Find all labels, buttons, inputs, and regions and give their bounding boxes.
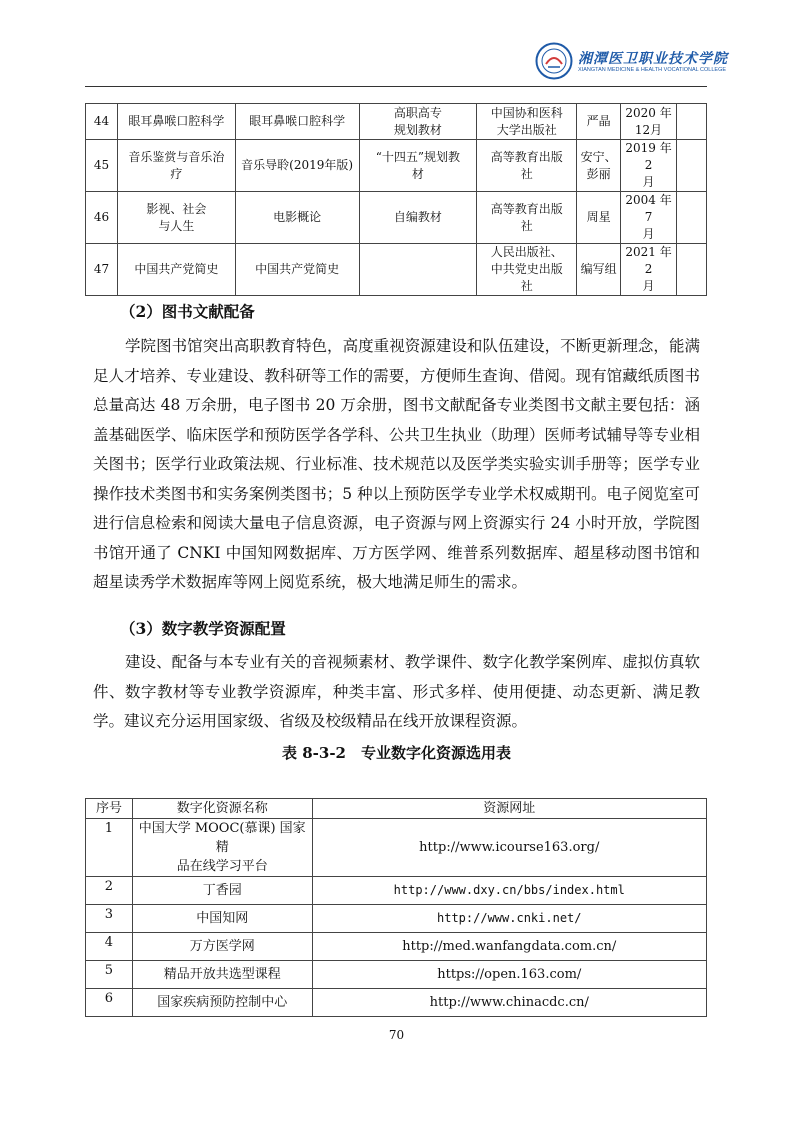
table-cell: 中国知网 xyxy=(132,905,312,933)
table-cell: 46 xyxy=(86,192,118,244)
table-cell: 2 xyxy=(86,877,133,905)
paragraph-library xyxy=(93,332,700,598)
paragraph-digital-text: 建设、配备与本专业有关的音视频素材、教学课件、数字化教学案例库、虚拟仿真软件、数字教材等专业教学资源库，种类丰富、形式多样、使用便捷、动态更新、满足教学。建议充分运用国家级、省级及校级精品在线开放课程资源。 xyxy=(93,653,700,730)
table-cell: 中国共产党简史 xyxy=(235,244,359,296)
table-cell: 3 xyxy=(86,905,133,933)
table-cell: 音乐导聆(2019年版) xyxy=(235,140,359,192)
table-row xyxy=(86,192,707,244)
table-cell: 编写组 xyxy=(577,244,621,296)
table-cell: 音乐鉴赏与音乐治 疗 xyxy=(117,140,235,192)
table-cell: 中国共产党简史 xyxy=(117,244,235,296)
table-cell: 6 xyxy=(86,989,133,1017)
table-cell: 2019 年2 月 xyxy=(621,140,677,192)
table-cell: 44 xyxy=(86,104,118,140)
table-row xyxy=(86,244,707,296)
table-cell: 周星 xyxy=(577,192,621,244)
table-cell: 眼耳鼻喉口腔科学 xyxy=(235,104,359,140)
digital-resource-table xyxy=(85,798,707,1017)
table-row xyxy=(86,933,707,961)
table-cell: 严晶 xyxy=(577,104,621,140)
table-cell xyxy=(359,244,477,296)
header-cell: 资源网址 xyxy=(312,799,706,819)
table-cell xyxy=(677,244,707,296)
table-cell: 安宁、 彭丽 xyxy=(577,140,621,192)
table-row xyxy=(86,104,707,140)
table-cell: 精品开放共选型课程 xyxy=(132,961,312,989)
table-cell: 国家疾病预防控制中心 xyxy=(132,989,312,1017)
table-cell: 中国大学 MOOC(慕课) 国家精 品在线学习平台 xyxy=(132,819,312,877)
table-cell: 高等教育出版 社 xyxy=(477,140,577,192)
table-cell: 万方医学网 xyxy=(132,933,312,961)
table-row xyxy=(86,819,707,877)
table-cell xyxy=(677,192,707,244)
table-cell: 1 xyxy=(86,819,133,877)
college-logo xyxy=(535,42,728,82)
table-cell: 2021 年2 月 xyxy=(621,244,677,296)
table-cell: 影视、社会 与人生 xyxy=(117,192,235,244)
table-cell: 丁香园 xyxy=(132,877,312,905)
header-cell: 序号 xyxy=(86,799,133,819)
table-row xyxy=(86,905,707,933)
table-header-row xyxy=(86,799,707,819)
table-cell: “十四五”规划教 材 xyxy=(359,140,477,192)
table-row xyxy=(86,877,707,905)
resource-url-link[interactable]: http://www.icourse163.org/ xyxy=(312,819,706,877)
table-row xyxy=(86,989,707,1017)
college-name-en: XIANGTAN MEDICINE & HEALTH VOCATIONAL COLLEGE xyxy=(578,67,727,73)
table-caption: 表 8-3-2 专业数字化资源选用表 xyxy=(282,744,511,762)
resource-url-link[interactable]: https://open.163.com/ xyxy=(312,961,706,989)
page-number: 70 xyxy=(388,1028,405,1042)
table-cell: 人民出版社、 中共党史出版 社 xyxy=(477,244,577,296)
paragraph-digital xyxy=(93,648,700,737)
table-cell: 2004 年7 月 xyxy=(621,192,677,244)
section-heading-digital: （3）数字教学资源配置 xyxy=(120,619,286,638)
table-cell: 45 xyxy=(86,140,118,192)
section-heading-library: （2）图书文献配备 xyxy=(120,302,255,321)
resource-url-link[interactable]: http://www.chinacdc.cn/ xyxy=(312,989,706,1017)
table-cell: 中国协和医科 大学出版社 xyxy=(477,104,577,140)
resource-url-link[interactable]: http://www.cnki.net/ xyxy=(312,905,706,933)
table-cell: 电影概论 xyxy=(235,192,359,244)
table-row xyxy=(86,961,707,989)
table-cell xyxy=(677,140,707,192)
table-cell: 自编教材 xyxy=(359,192,477,244)
table-cell: 眼耳鼻喉口腔科学 xyxy=(117,104,235,140)
table-cell: 4 xyxy=(86,933,133,961)
header-divider xyxy=(85,86,707,87)
college-emblem-icon xyxy=(535,42,573,80)
table-cell: 高职高专 规划教材 xyxy=(359,104,477,140)
table-cell: 47 xyxy=(86,244,118,296)
header-cell: 数字化资源名称 xyxy=(132,799,312,819)
resource-url-link[interactable]: http://med.wanfangdata.com.cn/ xyxy=(312,933,706,961)
table-cell: 高等教育出版 社 xyxy=(477,192,577,244)
table-cell: 2020 年 12月 xyxy=(621,104,677,140)
table-row xyxy=(86,140,707,192)
textbook-table xyxy=(85,103,707,296)
resource-url-link[interactable]: http://www.dxy.cn/bbs/index.html xyxy=(312,877,706,905)
table-cell: 5 xyxy=(86,961,133,989)
paragraph-library-text: 学院图书馆突出高职教育特色，高度重视资源建设和队伍建设，不断更新理念，能满足人才培养、专业建设、教科研等工作的需要，方便师生查询、借阅。现有馆藏纸质图书总量高达 48 万余册，电子图书 20 万余册，图书文献配备专业类图书文献主要包括：涵盖基础医学、临床医学和预防医学各学科、公共卫生执业（助理）医师考试辅导等专业相关图书；医学行业政策法规、行业标准、技术规范以及医学类实验实训手册等；医学专业操作技术类图书和实务案例类图书；5 种以上预防医学专业学术权威期刊。电子阅览室可进行信息检索和阅读大量电子信息资源，电子资源与网上资源实行 24 小时开放，学院图书馆开通了 CNKI 中国知网数据库、万方医学网、维普系列数据库、超星移动图书馆和超星读秀学术数据库等网上阅览系统，极大地满足师生的需求。 xyxy=(93,337,700,591)
table-cell xyxy=(677,104,707,140)
college-name: 湘潭医卫职业技术学院 xyxy=(578,51,728,67)
